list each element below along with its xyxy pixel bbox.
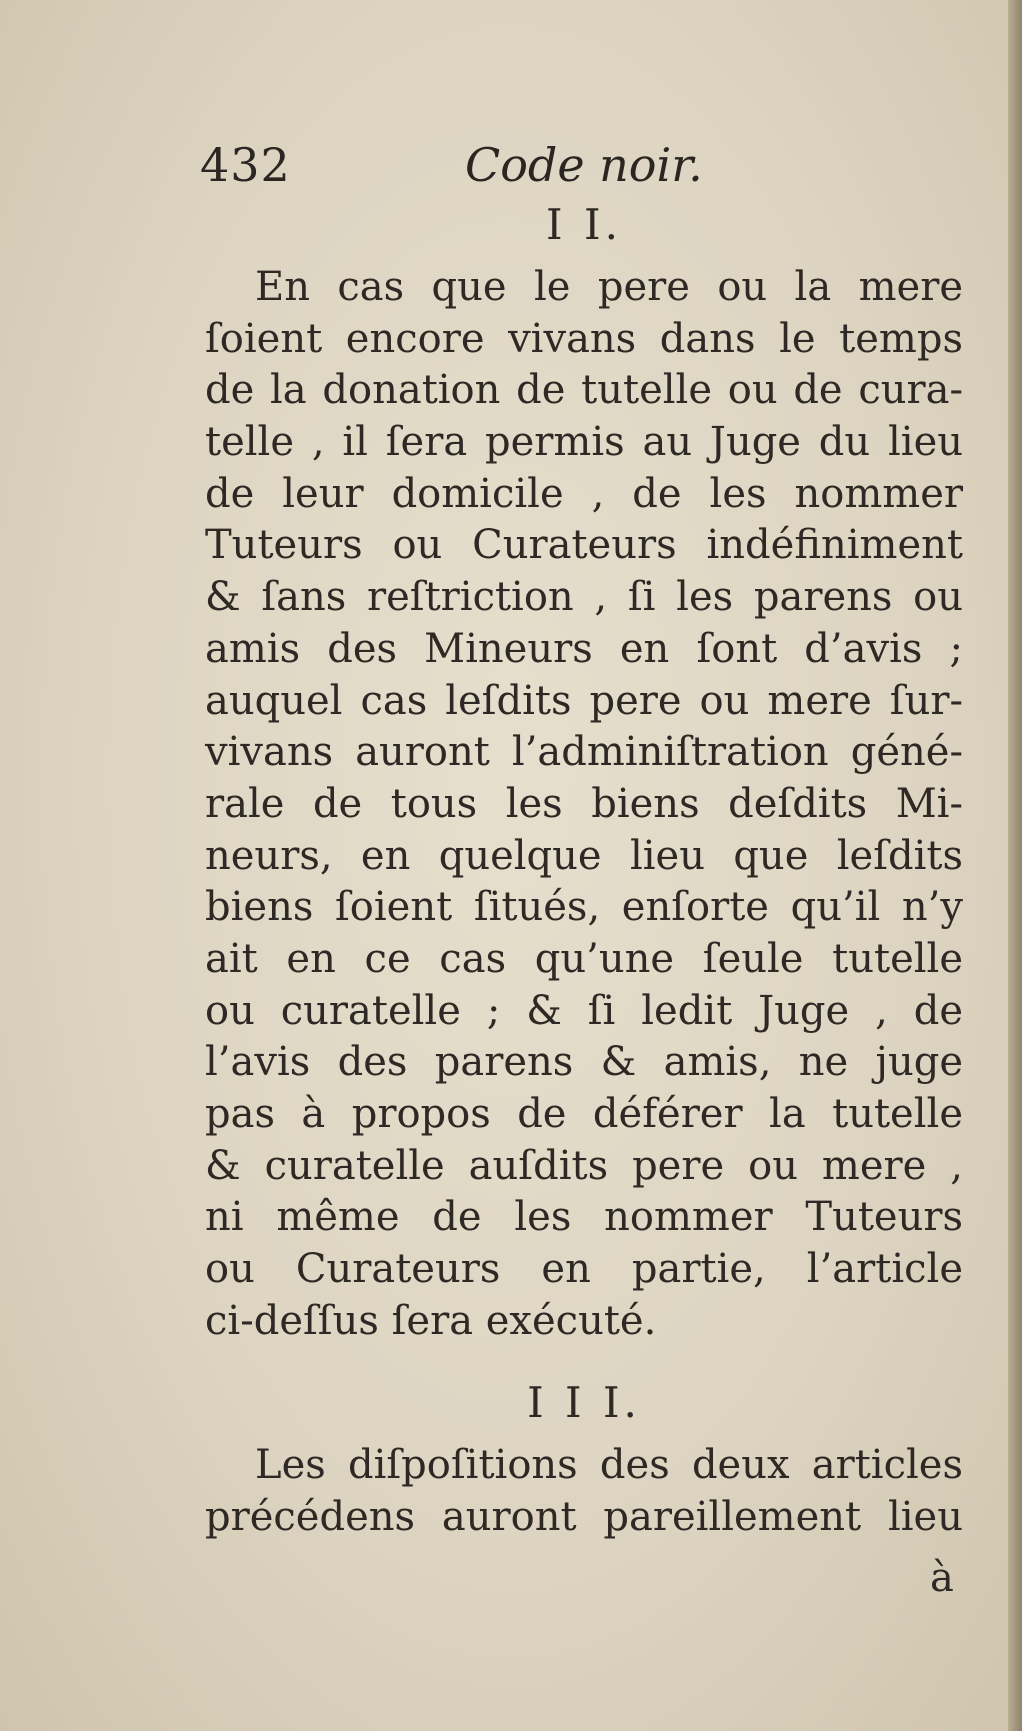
text-line: auquel cas leſdits pere ou mere ſur- [205,677,963,724]
article-body-3 [205,1440,963,1543]
running-title: Code noir. [465,138,703,192]
text-line: précédens auront pareillement lieu [205,1493,963,1540]
text-line: biens ſoient ſitués, enſorte qu’il n’y [205,884,963,931]
text-line: Les diſpoſitions des deux articles [255,1442,963,1488]
text-line: pas à propos de déférer la tutelle [205,1091,963,1137]
running-header [200,138,960,198]
text-line: rale de tous les biens deſdits Mi- [205,780,963,827]
text-line: ou curatelle ; & ſi ledit Juge , de [205,987,963,1034]
text-line: amis des Mineurs en ſont d’avis ; [205,625,963,672]
article-body-2 [205,262,963,1347]
text-line: telle , il ſera permis au Juge du lieu [205,419,963,466]
text-line: l’avis des parens & amis, ne juge [205,1039,963,1086]
text-line: de leur domicile , de les nommer [205,470,963,517]
text-line: & curatelle auſdits pere ou mere , [205,1142,963,1189]
text-line: ci-deſſus ſera exécuté. [205,1297,657,1344]
text-line: ſoient encore vivans dans le temps [205,315,963,362]
text-line: En cas que le pere ou la mere [255,264,963,310]
text-line: ni même de les nommer Tuteurs [205,1194,963,1241]
text-line: & ſans reſtriction , ſi les parens ou [205,574,963,621]
article-heading-2: I I. [546,200,622,249]
text-line: de la donation de tutelle ou de cura- [205,367,963,414]
text-line: ou Curateurs en partie, l’article [205,1246,963,1293]
page-number: 432 [200,138,291,192]
text-line: vivans auront l’adminiſtration géné- [205,729,963,776]
catchword: à [930,1555,954,1601]
text-line: ait en ce cas qu’une ſeule tutelle [205,935,963,982]
text-line: Tuteurs ou Curateurs indéfiniment [205,522,963,569]
page-gutter-shadow [1008,0,1022,1731]
text-line: neurs, en quelque lieu que leſdits [205,832,963,879]
article-heading-3: I I I. [527,1378,641,1427]
